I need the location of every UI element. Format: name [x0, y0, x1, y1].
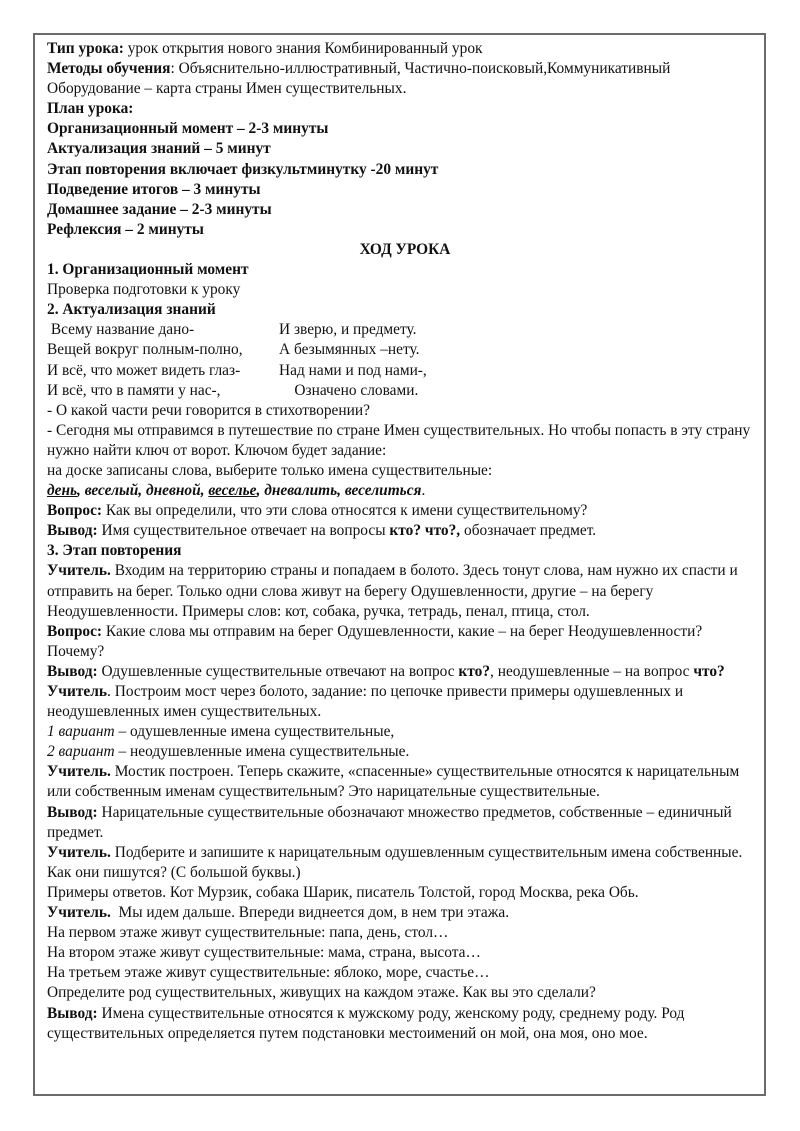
word-list-end: . [421, 482, 426, 500]
conclusion-text: Имена существительные относятся к мужскому роду, женскому роду, среднему роду. Род существительных определяется путем подстановки местоимений он мой, она моя, оно мое. [47, 1004, 685, 1042]
teacher-paragraph [47, 762, 763, 802]
question-text: Как вы определили, что эти слова относятся к имени существительному? [102, 502, 588, 520]
examples-line: Примеры ответов. Кот Мурзик, собака Шарик, писатель Толстой, город Москва, река Обь. [47, 883, 639, 901]
section-1-heading: 1. Организационный момент [47, 261, 249, 279]
document-body [47, 39, 763, 1044]
word-list [47, 481, 763, 501]
word-noun: веселье [208, 482, 257, 500]
floor-line: На втором этаже живут существительные: мама, страна, высота… [47, 944, 481, 962]
plan-item: Актуализация знаний – 5 минут [47, 140, 271, 158]
poem-line: Вещей вокруг полным-полно, [47, 341, 243, 359]
conclusion-label: Вывод: [47, 522, 98, 540]
poem-line: Означено словами. [279, 381, 419, 399]
conclusion-label: Вывод: [47, 1004, 98, 1022]
task-line: Определите род существительных, живущих на каждом этаже. Как вы это сделали? [47, 984, 596, 1002]
plan-item: Подведение итогов – 3 минуты [47, 180, 261, 198]
teacher-paragraph [47, 682, 763, 722]
lesson-title: ХОД УРОКА [359, 240, 451, 258]
teacher-label: Учитель [47, 683, 108, 700]
plan-item: Организационный момент – 2-3 минуты [47, 120, 329, 138]
teacher-text: Мы идем дальше. Впереди виднеется дом, в нем три этажа. [110, 904, 510, 922]
word-noun: день [47, 482, 78, 500]
plan-item: Домашнее задание – 2-3 минуты [47, 200, 272, 218]
conclusion-text: , неодушевленные – на вопрос [490, 662, 694, 680]
question-label: Вопрос: [47, 622, 103, 640]
conclusion-bold: что? [693, 662, 725, 680]
section-3-heading: 3. Этап повторения [47, 542, 182, 560]
word-list-part: , дневалить, веселиться [256, 482, 422, 500]
equipment: Оборудование – карта страны Имен существительных. [47, 80, 407, 98]
floor-line: На первом этаже живут существительные: папа, день, стол… [47, 924, 449, 942]
poem-line: И зверю, и предмету. [279, 321, 417, 339]
floor-line: На третьем этаже живут существительные: яблоко, море, счастье… [47, 964, 490, 982]
poem-line: А безымянных –нету. [279, 341, 420, 359]
question-label: Вопрос: [47, 502, 103, 520]
conclusion-bold: кто? [458, 662, 491, 680]
variant-line [47, 742, 763, 762]
section-1-text: Проверка подготовки к уроку [47, 281, 241, 299]
poem [47, 320, 763, 400]
conclusion-paragraph [47, 662, 763, 682]
variant-line [47, 722, 763, 742]
teacher-text: Входим на территорию страны и попадаем в болото. Здесь тонут слова, нам нужно их спасти и отправить на берег. Только одни слова живут на берегу Одушевленности, другие – на берегу Неодушевленности. Примеры слов: кот, собака, ручка, тетрадь, пенал, птица, стол. [47, 562, 738, 620]
teaching-methods-label: Методы обучения [47, 60, 171, 78]
plan-item: Рефлексия – 2 минуты [47, 220, 204, 238]
intro-paragraph: - Сегодня мы отправимся в путешествие по стране Имен существительных. Но чтобы попасть в эту страну нужно найти ключ от ворот. Ключом будет задание: [47, 421, 751, 459]
conclusion-text: Имя существительное отвечает на вопросы [97, 522, 390, 540]
conclusion-paragraph [47, 521, 763, 541]
teacher-label: Учитель. [47, 562, 111, 580]
teacher-paragraph [47, 843, 763, 883]
question-paragraph [47, 501, 763, 521]
conclusion-paragraph [47, 1004, 763, 1044]
plan-item: Этап повторения включает физкультминутку -20 минут [47, 160, 439, 178]
question-paragraph [47, 622, 763, 662]
conclusion-bold: кто? что?, [389, 522, 461, 540]
teacher-label: Учитель. [47, 904, 111, 922]
teacher-label: Учитель. [47, 843, 111, 861]
variant-label: 1 вариант [47, 723, 115, 741]
poem-line: Над нами и под нами-, [279, 361, 427, 379]
lesson-type-label: Тип урока: [47, 40, 124, 57]
question-line: - О какой части речи говорится в стихотворении? [47, 401, 370, 419]
teacher-text: . Построим мост через болото, задание: по цепочке привести примеры одушевленных и неодушевленных имен существительных. [47, 683, 684, 721]
poem-line: Всему название дано- [47, 321, 195, 339]
conclusion-label: Вывод: [47, 662, 98, 680]
teaching-methods [47, 59, 763, 79]
conclusion-label: Вывод: [47, 803, 98, 821]
lesson-type-value: урок открытия нового знания Комбинированный урок [123, 40, 483, 57]
teacher-paragraph [47, 903, 763, 923]
conclusion-end: обозначает предмет. [460, 522, 597, 540]
plan-title: План урока: [47, 100, 134, 118]
conclusion-paragraph [47, 803, 763, 843]
teacher-text: Мостик построен. Теперь скажите, «спасенные» существительные относятся к нарицательным или собственным именам существительным? Это нарицательные существительные. [47, 763, 740, 801]
conclusion-text: Одушевленные существительные отвечают на вопрос [97, 662, 459, 680]
question-text: Какие слова мы отправим на берег Одушевленности, какие – на берег Неодушевленности? Почему? [47, 622, 703, 660]
teacher-label: Учитель. [47, 763, 111, 781]
teaching-methods-value: : Объяснительно-иллюстративный, Частично-поисковый,Коммуникативный [170, 60, 671, 78]
poem-line: И всё, что в памяти у нас-, [47, 381, 221, 399]
poem-line: И всё, что может видеть глаз- [47, 361, 241, 379]
lesson-type [47, 39, 763, 59]
variant-text: – одушевленные имена существительные, [114, 723, 395, 741]
word-list-part: , веселый, дневной, [77, 482, 209, 500]
variant-label: 2 вариант [47, 743, 115, 761]
variant-text: – неодушевленные имена существительные. [114, 743, 410, 761]
conclusion-text: Нарицательные существительные обозначают множество предметов, собственные – единичный предмет. [47, 803, 732, 841]
teacher-paragraph [47, 561, 763, 621]
task-line: на доске записаны слова, выберите только имена существительные: [47, 461, 493, 479]
section-2-heading: 2. Актуализация знаний [47, 301, 216, 319]
teacher-text: Подберите и запишите к нарицательным одушевленным существительным имена собственные. Как они пишутся? (С большой буквы.) [47, 843, 743, 881]
